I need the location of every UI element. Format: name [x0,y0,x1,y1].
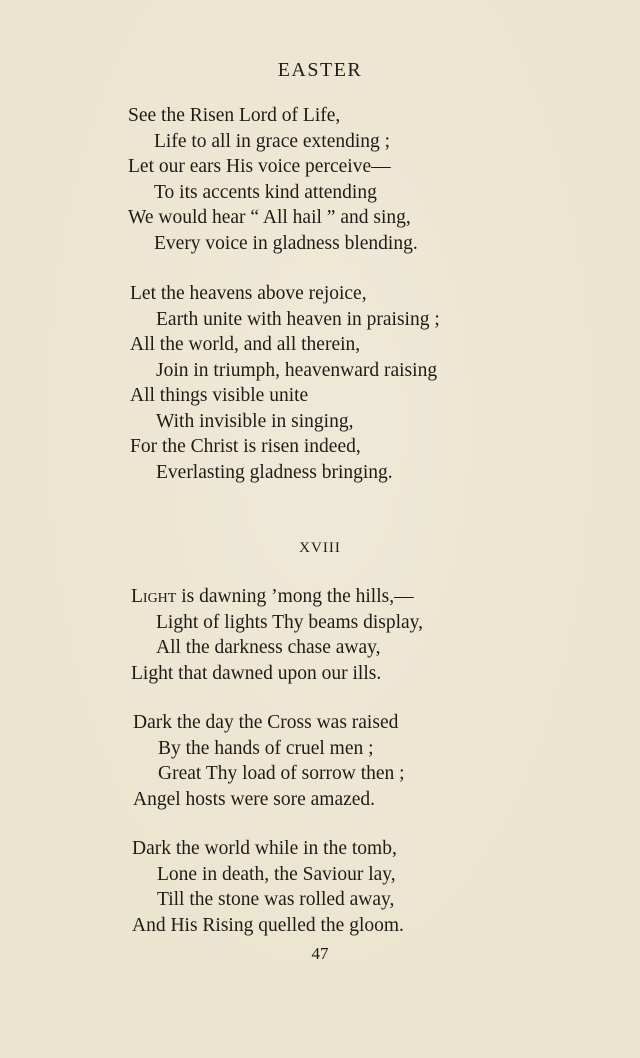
poem-line: Earth unite with heaven in praising ; [156,308,440,330]
poem-line: For the Christ is risen indeed, [130,436,361,457]
stanza-2 [130,281,440,485]
poem-line: Everlasting gladness bringing. [156,461,393,483]
stanza-4 [133,710,405,812]
first-line-rest: is dawning ’mong the hills,— [176,586,414,607]
poem-line: Great Thy load of sorrow then ; [158,763,405,784]
stanza-5 [132,836,404,938]
poem-line: Dark the day the Cross was raised [133,712,399,733]
poem-line: All the darkness chase away, [156,637,381,658]
poem-line: Let our ears His voice perceive— [128,156,391,177]
poem-line: Light that dawned upon our ills. [131,662,382,684]
running-header: EASTER [277,59,363,81]
poem-line: Dark the world while in the tomb, [132,838,397,859]
poem-line: Join in triumph, heavenward raising [156,359,438,381]
poem-line: Life to all in grace extending ; [154,130,391,152]
poem-line: To its accents kind attending [154,181,377,203]
stanza-3 [131,584,423,686]
stanza-1 [128,103,418,256]
page-number: 47 [311,944,329,963]
poem-line: Angel hosts were sore amazed. [133,788,376,810]
poem-line: See the Risen Lord of Life, [128,105,341,126]
poem-line: We would hear “ All hail ” and sing, [128,207,411,228]
poem-line: All things visible unite [130,385,309,406]
poem-line: By the hands of cruel men ; [158,737,374,759]
drop-word: Light [131,586,177,607]
poem-line: And His Rising quelled the gloom. [132,914,404,936]
hymn-number: XVIII [299,540,341,556]
poem-line: With invisible in singing, [156,410,354,432]
poem-line: Let the heavens above rejoice, [130,283,367,304]
poem-line: All the world, and all therein, [130,334,361,355]
poem-line: Light of lights Thy beams display, [156,611,424,633]
poem-line: Lone in death, the Saviour lay, [157,863,396,885]
poem-line: Every voice in gladness blending. [154,232,418,254]
poem-line: Till the stone was rolled away, [157,889,395,910]
poem-first-line [131,584,423,610]
